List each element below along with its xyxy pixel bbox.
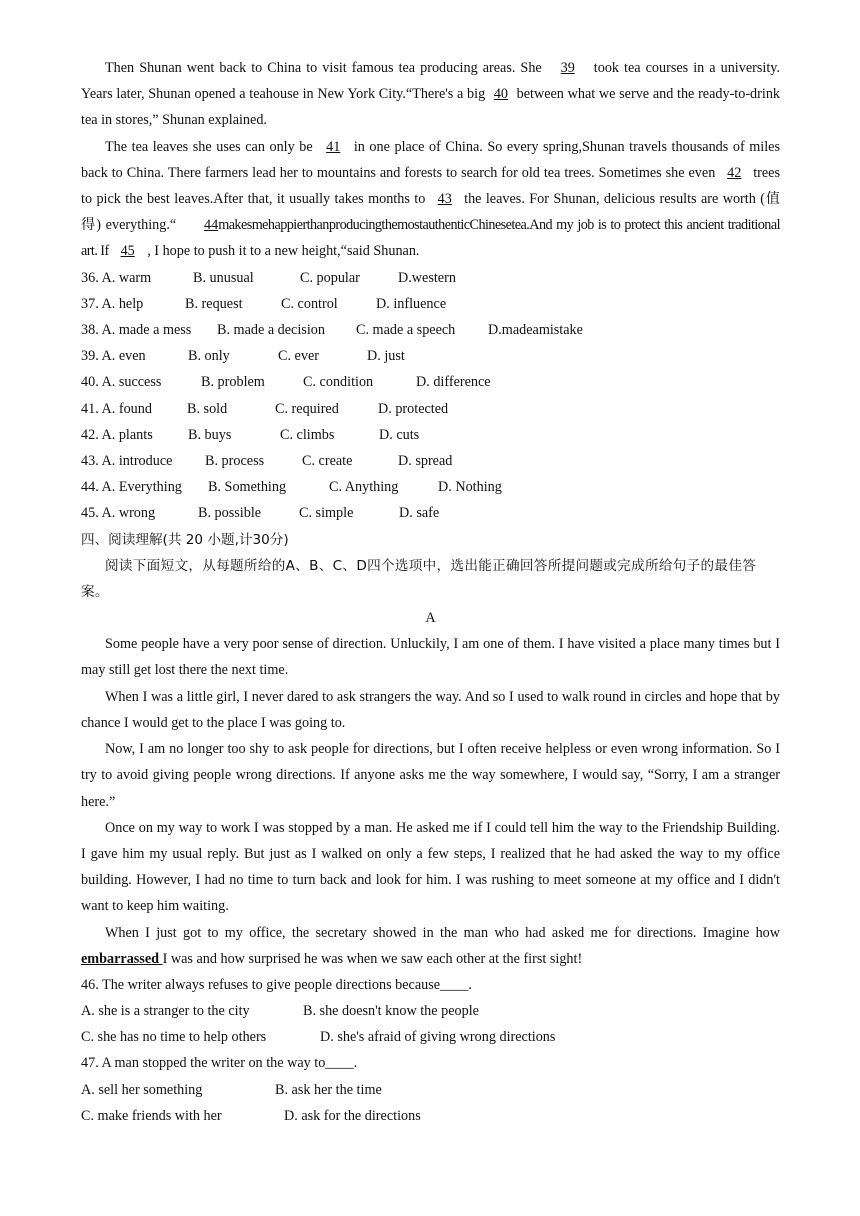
text-run: between what we serve and the ready-to-drink tea in stores,” Shunan explained. (81, 86, 781, 129)
option-c: C. required (275, 400, 339, 417)
text-run: in one place of China. So every spring,Shunan travels thousands of miles back to China. There farmers lead her to mountains and forests to search for old tea trees. Sometimes she even (81, 138, 780, 181)
option-c: C. Anything (329, 479, 399, 496)
option-a: A. even (101, 348, 146, 365)
option-row (81, 422, 780, 448)
option-row (81, 369, 780, 395)
question-number: 38. (81, 322, 99, 338)
option-a: A. Everything (101, 479, 182, 496)
option-d: D. spread (398, 452, 453, 469)
passage-a-paragraph: Some people have a very poor sense of direction. Unluckily, I am one of them. I have visited a place many times but I may still get lost there the next time. (81, 636, 780, 679)
option-a: A. sell her something (81, 1081, 203, 1098)
blank-43: 43 (437, 191, 452, 208)
option-b: B. ask her the time (275, 1081, 382, 1098)
passage-a-paragraph: Now, I am no longer too shy to ask people for directions, but I often receive helpless or even wrong information. So I try to avoid giving people wrong directions. If anyone asks me the way somewhere, I would say, “Sorry, I am a stranger here.” (81, 741, 780, 810)
option-row (81, 396, 780, 422)
option-d: D.western (398, 269, 456, 286)
option-d: D. she's afraid of giving wrong directions (320, 1029, 556, 1046)
option-b: B. process (205, 452, 265, 469)
option-c: C. simple (299, 505, 354, 522)
question-number: 43. (81, 452, 99, 469)
option-row (81, 343, 780, 369)
option-b: B. sold (187, 400, 228, 417)
option-a: A. made a mess (101, 322, 192, 338)
blank-42: 42 (727, 164, 742, 181)
question-stem: 47. A man stopped the writer on the way to____. (81, 1055, 358, 1072)
option-d: D. cuts (379, 426, 420, 443)
question-number: 42. (81, 426, 99, 443)
question-number: 44. (81, 479, 99, 496)
question-number: 40. (81, 374, 99, 391)
blank-39: 39 (560, 60, 575, 76)
option-row (81, 998, 780, 1024)
passage-paragraph (81, 134, 780, 265)
option-c: C. climbs (280, 426, 335, 443)
option-b: B. buys (188, 426, 232, 443)
option-a: A. success (101, 374, 162, 391)
option-b: B. she doesn't know the people (303, 1003, 479, 1020)
question-number: 39. (81, 348, 99, 365)
option-a: A. plants (101, 426, 153, 443)
text-run: , I hope to push it to a new height,“said Shunan. (143, 243, 420, 260)
option-row (81, 448, 780, 474)
text-run: took tea courses in a university. Years later, Shunan opened a teahouse in New York City.“There's a big (81, 60, 780, 103)
option-row (81, 291, 780, 317)
option-c: C. create (302, 452, 353, 469)
vocab-highlight: embarrassed (81, 950, 163, 967)
option-d: D. safe (399, 505, 440, 522)
option-a: A. warm (101, 269, 152, 286)
option-a: A. introduce (101, 452, 173, 469)
text-run: When I just got to my office, the secretary showed in the man who had asked me for directions. Imagine how (105, 924, 780, 941)
passage-paragraph (81, 55, 780, 134)
option-c: C. popular (300, 269, 360, 286)
question-46 (81, 972, 780, 1051)
option-d: D. difference (416, 374, 491, 391)
question-number: 37. (81, 295, 99, 312)
option-d: D. protected (378, 400, 449, 417)
option-b: B. unusual (193, 269, 254, 286)
option-row (81, 1024, 780, 1050)
option-b: B. made a decision (217, 322, 325, 338)
option-b: B. request (185, 295, 243, 312)
blank-45: 45 (120, 243, 135, 260)
blank-41: 41 (326, 138, 341, 155)
option-d: D. Nothing (438, 479, 502, 496)
option-d: D.madeamistake (488, 322, 583, 338)
text-run: trees to pick the best leaves.After that, it usually takes months to (81, 164, 780, 208)
passage-a-paragraph (81, 920, 780, 972)
blank-44: 44 (204, 217, 219, 234)
passage-letter: A (425, 610, 436, 627)
text-run: makesmehappierthanproducingthemostauthenticChinesetea.And my job is to protect this ancient traditional art. If (81, 217, 780, 260)
exam-page (81, 55, 780, 1129)
option-c: C. make friends with her (81, 1107, 222, 1124)
option-row (81, 1103, 780, 1129)
passage-a-paragraph: When I was a little girl, I never dared to ask strangers the way. And so I used to walk round in circles and hope that by chance I would get to the place I was going to. (81, 688, 780, 731)
question-47 (81, 1050, 780, 1129)
option-a: A. she is a stranger to the city (81, 1003, 250, 1020)
option-c: C. she has no time to help others (81, 1029, 267, 1046)
option-row (81, 474, 780, 500)
passage-a-paragraph: Once on my way to work I was stopped by a man. He asked me if I could tell him the way to the Friendship Building. I gave him my usual reply. But just as I walked on only a few steps, I realized that he had asked the way to my office building. However, I had no time to turn back and look for him. I was rushing to meet someone at my office and I didn't want to keep him waiting. (81, 819, 780, 915)
option-a: A. wrong (101, 505, 156, 522)
option-a: A. help (101, 295, 144, 312)
section-instruction: 阅读下面短文，从每题所给的A、B、C、D四个选项中，选出能正确回答所提问题或完成所给句子的最佳答案。 (81, 557, 757, 600)
option-b: B. problem (201, 374, 265, 391)
text-run: The tea leaves she uses can only be (105, 138, 318, 155)
option-c: C. made a speech (356, 322, 456, 338)
option-b: B. only (188, 348, 230, 365)
option-d: D. ask for the directions (284, 1107, 421, 1124)
option-row (81, 500, 780, 526)
option-b: B. possible (198, 505, 262, 522)
question-stem: 46. The writer always refuses to give people directions because____. (81, 976, 472, 993)
option-d: D. just (367, 348, 405, 365)
question-number: 36. (81, 269, 99, 286)
text-run: the leaves. For Shunan, delicious results are worth (值得) everything.“ (81, 191, 780, 234)
question-number: 41. (81, 400, 99, 417)
section-heading: 四、阅读理解(共 20 小题,计30分) (81, 531, 289, 548)
option-a: A. found (101, 400, 152, 417)
cloze-options-list (81, 265, 780, 527)
text-run: I was and how surprised he was when we saw each other at the first sight! (162, 950, 583, 967)
option-c: C. ever (278, 348, 319, 365)
text-run: Then Shunan went back to China to visit famous tea producing areas. She (105, 60, 547, 76)
question-number: 45. (81, 505, 99, 522)
option-c: C. condition (303, 374, 374, 391)
option-b: B. Something (208, 479, 287, 496)
option-row (81, 317, 780, 343)
option-row (81, 1077, 780, 1103)
option-d: D. influence (376, 295, 447, 312)
blank-40: 40 (493, 86, 508, 103)
option-row (81, 265, 780, 291)
option-c: C. control (281, 295, 338, 312)
